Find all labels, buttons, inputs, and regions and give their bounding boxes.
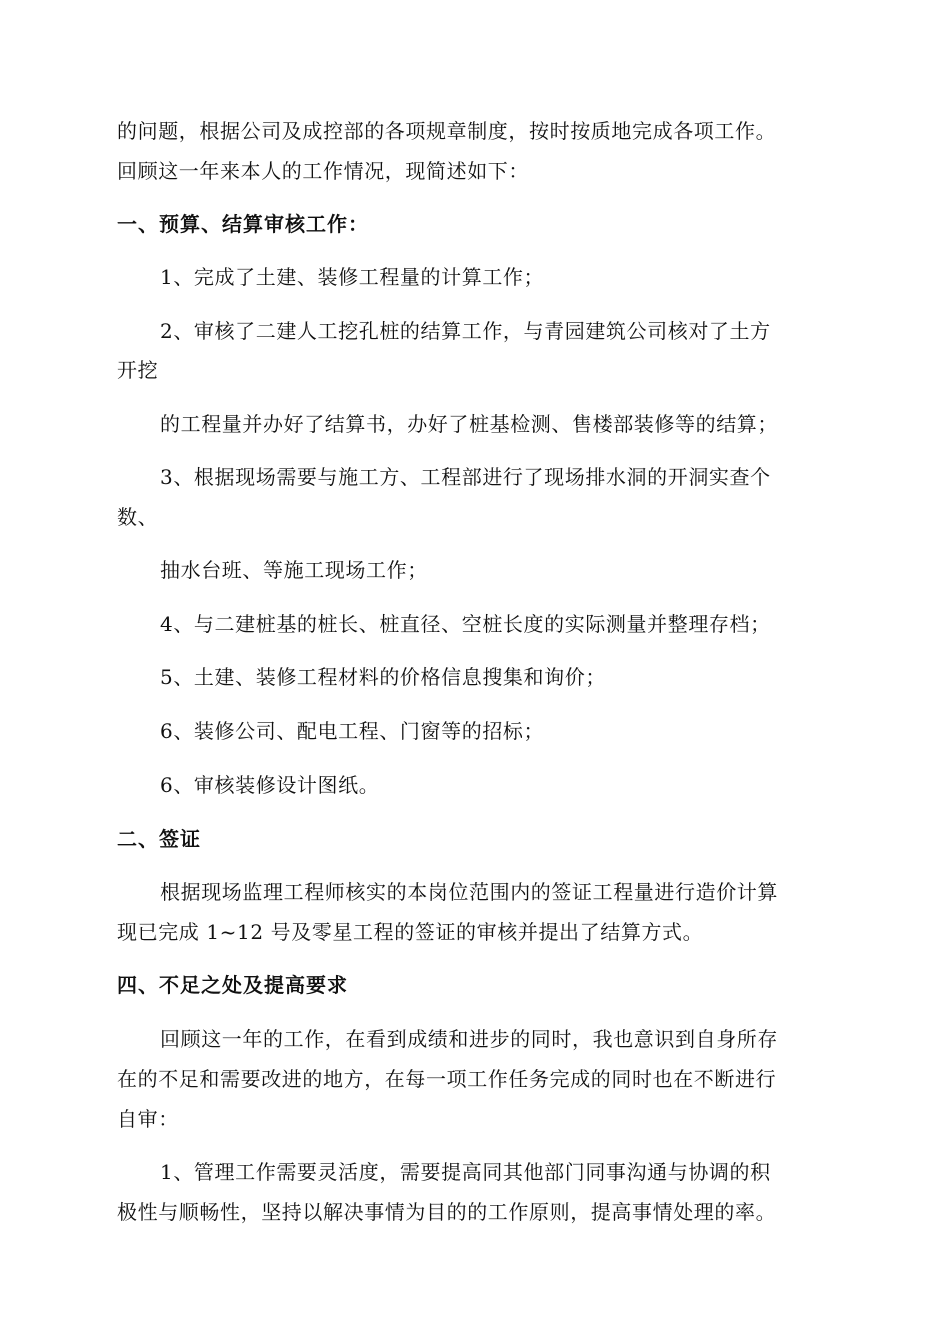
list-item: 4、与二建桩基的桩长、桩直径、空桩长度的实际测量并整理存档； (160, 612, 771, 636)
list-item-continuation: 数、 (117, 505, 159, 529)
paragraph-line: 回顾这一年的工作，在看到成绩和进步的同时，我也意识到自身所存 (160, 1027, 778, 1051)
list-item: 3、根据现场需要与施工方、工程部进行了现场排水洞的开洞实查个 (160, 465, 771, 489)
paragraph-line: 根据现场监理工程师核实的本岗位范围内的签证工程量进行造价计算 (160, 880, 778, 904)
list-item-continuation: 的工程量并办好了结算书，办好了桩基检测、售楼部装修等的结算； (160, 412, 778, 436)
list-item: 6、审核装修设计图纸。 (160, 773, 380, 797)
list-item: 5、土建、装修工程材料的价格信息搜集和询价； (160, 665, 606, 689)
intro-line: 的问题，根据公司及成控部的各项规章制度，按时按质地完成各项工作。 (117, 119, 777, 143)
paragraph-line: 在的不足和需要改进的地方，在每一项工作任务完成的同时也在不断进行 (117, 1067, 777, 1091)
list-item-continuation: 开挖 (117, 358, 159, 382)
list-item: 1、完成了土建、装修工程量的计算工作； (160, 265, 545, 289)
list-item: 2、审核了二建人工挖孔桩的结算工作，与青园建筑公司核对了土方 (160, 319, 771, 343)
section-heading-improvement: 四、不足之处及提高要求 (117, 973, 348, 997)
section-heading-budget: 一、预算、结算审核工作： (117, 212, 369, 236)
section-heading-visa: 二、签证 (117, 827, 201, 851)
intro-line: 回顾这一年来本人的工作情况，现简述如下： (117, 159, 529, 183)
list-item-continuation: 抽水台班、等施工现场工作； (160, 558, 428, 582)
paragraph-line: 现已完成 1~12 号及零星工程的签证的审核并提出了结算方式。 (117, 920, 704, 944)
list-item-continuation: 极性与顺畅性，坚持以解决事情为目的的工作原则，提高事情处理的率。 (117, 1200, 777, 1224)
list-item: 1、管理工作需要灵活度，需要提高同其他部门同事沟通与协调的积 (160, 1160, 771, 1184)
paragraph-line: 自审： (117, 1107, 179, 1131)
list-item: 6、装修公司、配电工程、门窗等的招标； (160, 719, 545, 743)
